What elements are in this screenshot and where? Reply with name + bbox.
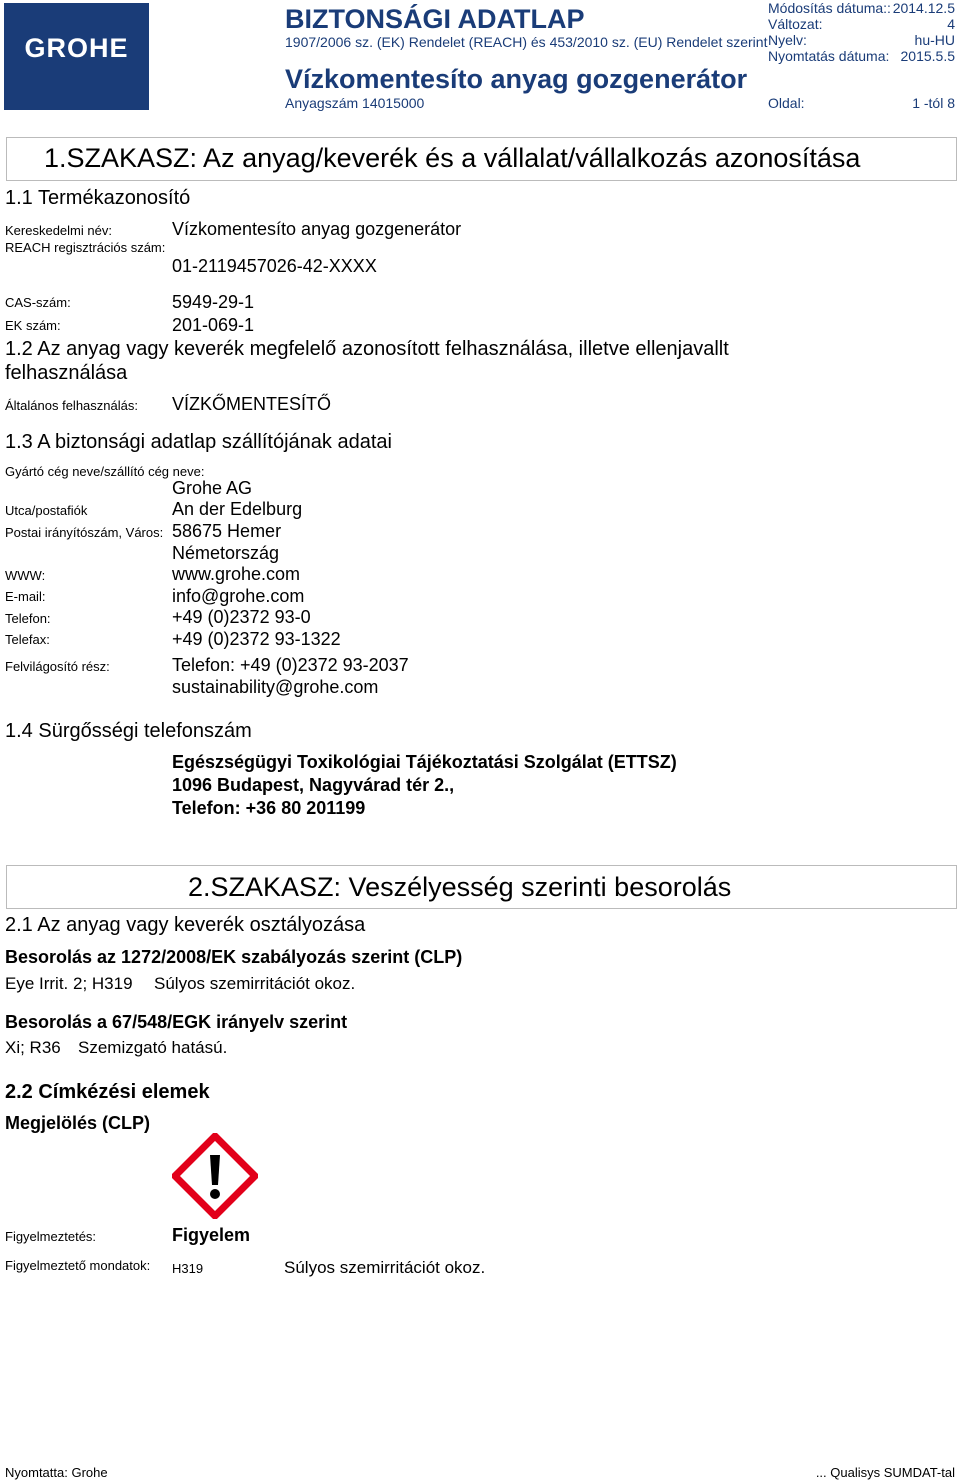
email-label: E-mail: [5,589,46,604]
meta-value-revision: 2014.12.5 [892,0,955,16]
meta-value-version: 4 [947,16,955,32]
www-link[interactable]: www.grohe.com [172,564,301,584]
hazard-code: H319 [172,1261,204,1276]
s13-heading: 1.3 A biztonsági adatlap szállítójának adatai [5,431,392,453]
meta-label-language: Nyelv: [768,32,807,48]
meta-label-page: Oldal: [768,95,805,111]
ek-value: 201-069-1 [172,315,255,335]
section2-title: 2.SZAKASZ: Veszélyesség szerinti besorolás [188,872,732,902]
s14-heading: 1.4 Sürgősségi telefonszám [5,720,252,742]
company-value: Grohe AG [172,478,253,498]
country-value: Németország [172,543,280,563]
s11-heading: 1.1 Termékazonosító [5,187,191,209]
street-value: An der Edelburg [172,499,303,519]
city-value: 58675 Hemer [172,521,282,541]
exclamation-mark-ghs07-icon [172,1133,258,1219]
cas-label: CAS-szám: [5,295,71,310]
hazard-text: Súlyos szemirritációt okoz. [284,1258,486,1277]
grohe-logo [4,3,149,110]
product-name-header: Vízkomentesíto anyag gozgenerátor [285,64,748,94]
reach-value: 01-2119457026-42-XXXX [172,256,377,276]
footer-software: ... Qualisys SUMDAT-tal [815,1465,955,1480]
emergency-phone: Telefon: +36 80 201199 [172,798,366,818]
directive-text: Szemizgató hatású. [78,1038,228,1057]
meta-label-revision: Módosítás dátuma:: [768,0,891,16]
info-label: Felvilágosító rész: [5,659,110,674]
meta-label-version: Változat: [768,16,823,32]
regulation-line: 1907/2006 sz. (EK) Rendelet (REACH) és 453/2010 sz. (EU) Rendelet szerint [285,34,768,50]
section1-title: 1.SZAKASZ: Az anyag/keverék és a vállalat/vállalkozás azonosítása [44,143,861,173]
signal-word-value: Figyelem [172,1225,251,1245]
meta-label-print-date: Nyomtatás dátuma: [768,48,890,64]
fax-value: +49 (0)2372 93-1322 [172,629,341,649]
street-label: Utca/postafiók [5,503,88,518]
email-link[interactable]: info@grohe.com [172,586,305,606]
fax-label: Telefax: [5,632,50,647]
meta-value-page: 1 -tól 8 [912,95,955,111]
emergency-service: Egészségügyi Toxikológiai Tájékoztatási Szolgálat (ETTSZ) [172,752,677,772]
signal-word-label: Figyelmeztetés: [5,1229,97,1244]
emergency-address: 1096 Budapest, Nagyvárad tér 2., [172,775,455,795]
marking-heading: Megjelölés (CLP) [5,1113,151,1133]
supplier-label: Gyártó cég neve/szállító cég neve: [5,464,205,479]
s22-heading: 2.2 Címkézési elemek [5,1081,210,1103]
s21-heading: 2.1 Az anyag vagy keverék osztályozása [5,914,366,936]
general-use-value: VÍZKŐMENTESÍTŐ [172,394,332,414]
directive-code: Xi; R36 [5,1038,61,1057]
clp-heading: Besorolás az 1272/2008/EK szabályozás szerint (CLP) [5,947,463,967]
s12-heading-line1: 1.2 Az anyag vagy keverék megfelelő azonosított felhasználása, illetve ellenjavallt [5,338,729,360]
document-title: BIZTONSÁGI ADATLAP [285,4,585,34]
material-number: Anyagszám 14015000 [285,95,425,111]
trade-name-value: Vízkomentesíto anyag gozgenerátor [172,219,462,239]
clp-text: Súlyos szemirritációt okoz. [154,974,356,993]
reach-label: REACH regisztrációs szám: [5,240,166,255]
hazard-statements-label: Figyelmeztető mondatok: [5,1258,151,1273]
footer-printed-by: Nyomtatta: Grohe [5,1465,108,1480]
city-label: Postai irányítószám, Város: [5,525,164,540]
cas-value: 5949-29-1 [172,292,255,312]
directive-heading: Besorolás a 67/548/EGK irányelv szerint [5,1012,348,1032]
phone-value: +49 (0)2372 93-0 [172,607,311,627]
general-use-label: Általános felhasználás: [5,398,138,413]
www-label: WWW: [5,568,46,583]
meta-value-language: hu-HU [914,32,955,48]
info-email[interactable]: sustainability@grohe.com [172,677,379,697]
meta-value-print-date: 2015.5.5 [900,48,955,64]
s12-heading-line2: felhasználása [5,362,128,384]
info-phone: Telefon: +49 (0)2372 93-2037 [172,655,409,675]
logo-text: GROHE [24,33,129,63]
trade-name-label: Kereskedelmi név: [5,223,112,238]
clp-code: Eye Irrit. 2; H319 [5,974,133,993]
phone-label: Telefon: [5,611,51,626]
ek-label: EK szám: [5,318,61,333]
